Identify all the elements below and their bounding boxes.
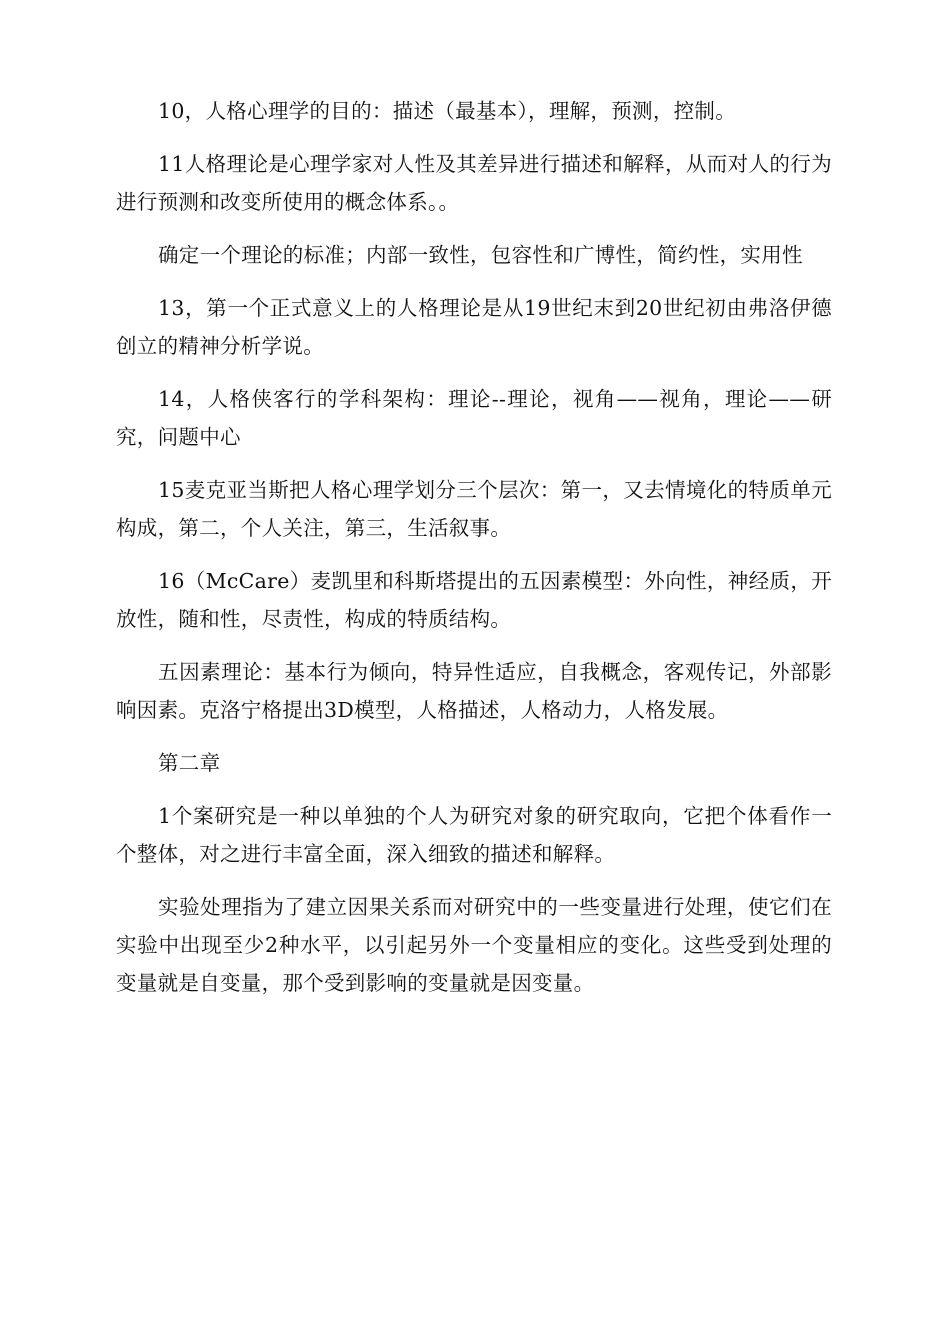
paragraph-first-formal-theory: 13，第一个正式意义上的人格理论是从19世纪末到20世纪初由弗洛伊德创立的精神分析学说。 — [116, 296, 832, 358]
paragraph-personality-goals: 10，人格心理学的目的：描述（最基本），理解，预测，控制。 — [158, 99, 737, 123]
paragraph-five-factor-model: 16（McCare）麦凯里和科斯塔提出的五因素模型：外向性，神经质，开放性，随和性，尽责性，构成的特质结构。 — [116, 569, 832, 631]
paragraph-mcadams-levels: 15麦克亚当斯把人格心理学划分三个层次：第一，又去情境化的特质单元构成，第二，个人关注，第三，生活叙事。 — [116, 478, 832, 540]
paragraph-discipline-framework: 14，人格侠客行的学科架构：理论--理论，视角——视角，理论——研究，问题中心 — [116, 387, 832, 449]
chapter-heading: 第二章 — [158, 751, 221, 775]
paragraph-five-factor-theory: 五因素理论：基本行为倾向，特异性适应，自我概念，客观传记，外部影响因素。克洛宁格提出3D模型，人格描述，人格动力，人格发展。 — [116, 660, 832, 722]
paragraph-theory-criteria: 确定一个理论的标准；内部一致性，包容性和广博性，简约性，实用性 — [158, 243, 803, 267]
document-body — [116, 92, 832, 1017]
paragraph-experimental-treatment: 实验处理指为了建立因果关系而对研究中的一些变量进行处理，使它们在实验中出现至少2种水平，以引起另外一个变量相应的变化。这些受到处理的变量就是自变量，那个受到影响的变量就是因变量。 — [116, 895, 832, 995]
paragraph-personality-theory-definition: 11人格理论是心理学家对人性及其差异进行描述和解释，从而对人的行为进行预测和改变所使用的概念体系。。 — [116, 152, 832, 214]
paragraph-case-study: 1个案研究是一种以单独的个人为研究对象的研究取向，它把个体看作一个整体，对之进行丰富全面，深入细致的描述和解释。 — [116, 804, 832, 866]
